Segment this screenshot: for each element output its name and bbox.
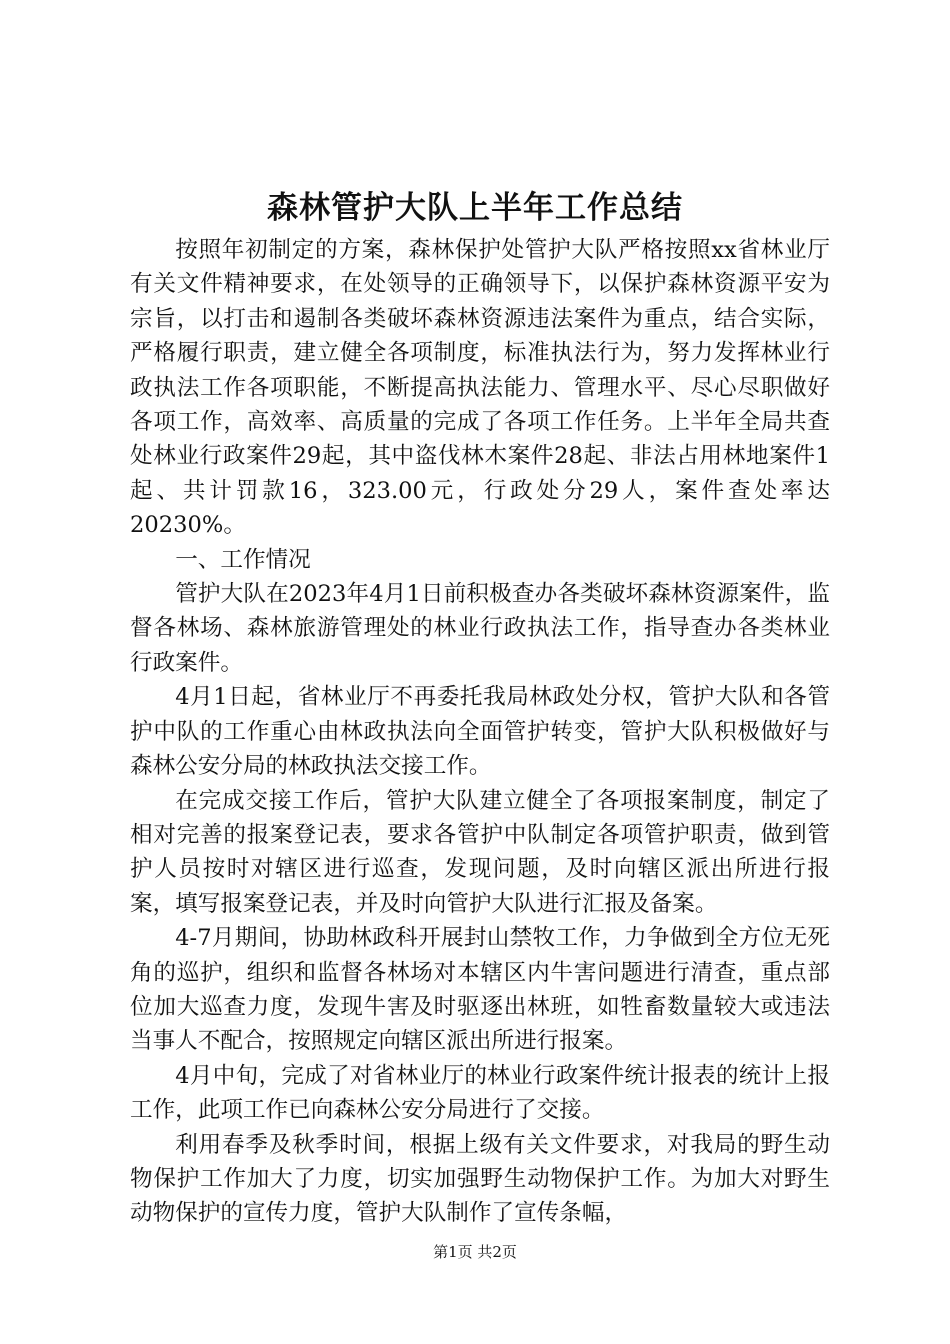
section-heading-work-status: 一、工作情况 xyxy=(175,546,311,573)
paragraph-mid-april: 4月中旬，完成了对省林业厅的林业行政案件统计报表的统计上报工作，此项工作已向森林公安分局进行了交接。 xyxy=(130,1062,830,1124)
paragraph-wildlife: 利用春季及秋季时间，根据上级有关文件要求，对我局的野生动物保护工作加大了力度，切实加强野生动物保护工作。为加大对野生动物保护的宣传力度，管护大队制作了宣传条幅， xyxy=(130,1131,830,1227)
document-body xyxy=(130,233,830,1231)
page-footer: 第1页 共2页 xyxy=(433,1243,517,1261)
document-title: 森林管护大队上半年工作总结 xyxy=(267,190,683,226)
paragraph-april-first: 4月1日起，省林业厅不再委托我局林政处分权，管护大队和各管护中队的工作重心由林政执法向全面管护转变，管护大队积极做好与森林公安分局的林政执法交接工作。 xyxy=(130,684,830,780)
paragraph-april-july: 4-7月期间，协助林政科开展封山禁牧工作，力争做到全方位无死角的巡护，组织和监督各林场对本辖区内牛害问题进行清查，重点部位加大巡查力度，发现牛害及时驱逐出林班，如牲畜数量较大或违法当事人不配合，按照规定向辖区派出所进行报案。 xyxy=(130,925,830,1055)
paragraph-intro: 按照年初制定的方案，森林保护处管护大队严格按照xx省林业厅有关文件精神要求，在处领导的正确领导下，以保护森林资源平安为宗旨，以打击和遏制各类破坏森林资源违法案件为重点，结合实际，严格履行职责，建立健全各项制度，标准执法行为，努力发挥林业行政执法工作各项职能，不断提高执法能力、管理水平、尽心尽职做好各项工作，高效率、高质量的完成了各项工作任务。上半年全局共查处林业行政案件29起，其中盗伐林木案件28起、非法占用林地案件1起、共计罚款16，323.00元，行政处分29人，案件查处率达20230%。 xyxy=(130,237,830,539)
paragraph-before-april: 管护大队在2023年4月1日前积极查办各类破坏森林资源案件，监督各林场、森林旅游管理处的林业行政执法工作，指导查办各类林业行政案件。 xyxy=(130,581,830,676)
paragraph-handover: 在完成交接工作后，管护大队建立健全了各项报案制度，制定了相对完善的报案登记表，要求各管护中队制定各项管护职责，做到管护人员按时对辖区进行巡查，发现问题，及时向辖区派出所进行报案，填写报案登记表，并及时向管护大队进行汇报及备案。 xyxy=(130,787,830,917)
